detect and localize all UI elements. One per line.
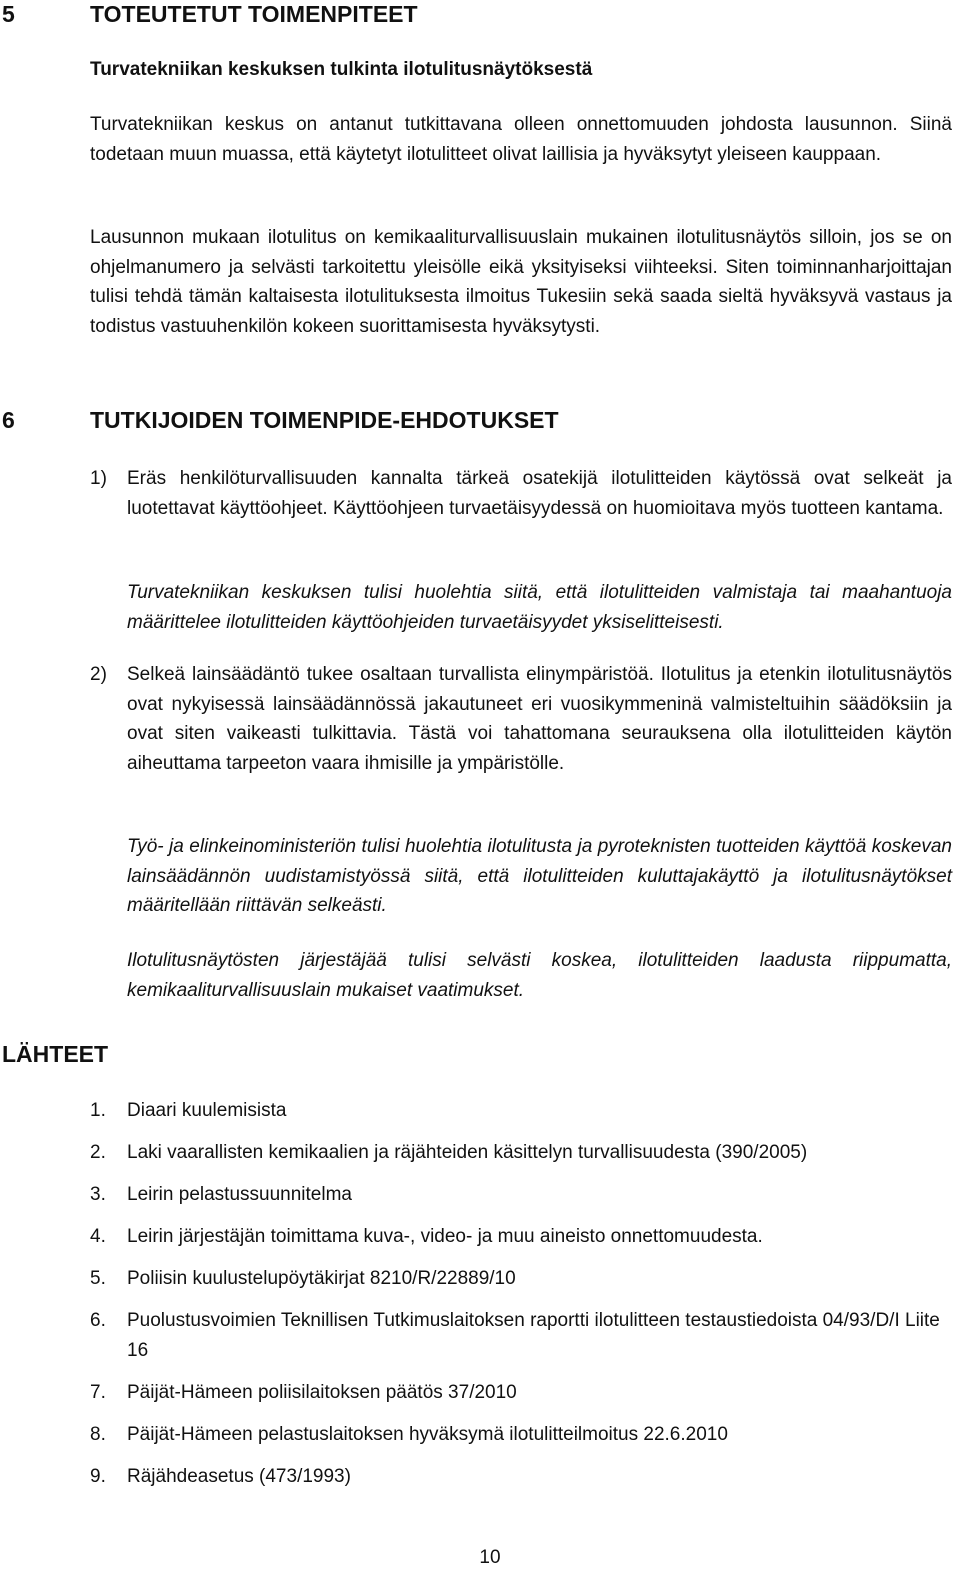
reference-text: Puolustusvoimien Teknillisen Tutkimuslaitoksen raportti ilotulitteen testaustiedoista 04/93/D/I Liite 16 — [127, 1310, 940, 1361]
section-5-number: 5 — [2, 1, 15, 27]
reference-text: Räjähdeasetus (473/1993) — [127, 1466, 351, 1487]
reference-number: 7. — [90, 1382, 106, 1403]
reference-text: Päijät-Hämeen poliisilaitoksen päätös 37/2010 — [127, 1382, 517, 1403]
item-2-marker: 2) — [90, 664, 107, 685]
item-2-recommendation-b: Ilotulitusnäytösten järjestäjää tulisi selvästi koskea, ilotulitteiden laadusta riippumatta, kemikaaliturvallisuuslain mukaiset vaatimukset. — [127, 950, 952, 1001]
reference-text: Laki vaarallisten kemikaalien ja räjähteiden käsittelyn turvallisuudesta (390/2005) — [127, 1142, 808, 1163]
reference-number: 3. — [90, 1184, 106, 1205]
references-title: LÄHTEET — [2, 1041, 109, 1067]
section-6-number: 6 — [2, 407, 15, 433]
section-5-title: TOTEUTETUT TOIMENPITEET — [90, 1, 418, 27]
section-5-paragraph-1: Turvatekniikan keskus on antanut tutkittavana olleen onnettomuuden johdosta lausunnon. Siinä todetaan muun muassa, että käytetyt ilotulitteet olivat laillisia ja hyväksytyt yleiseen kauppaan. — [90, 114, 952, 165]
item-1-marker: 1) — [90, 468, 107, 489]
reference-text: Leirin pelastussuunnitelma — [127, 1184, 352, 1205]
reference-number: 8. — [90, 1424, 106, 1445]
reference-number: 6. — [90, 1310, 106, 1331]
reference-text: Poliisin kuulustelupöytäkirjat 8210/R/22889/10 — [127, 1268, 516, 1289]
item-1-text: Eräs henkilöturvallisuuden kannalta tärkeä osatekijä ilotulitteiden käytössä ovat selkeät ja luotettavat käyttöohjeet. Käyttöohjeen turvaetäisyydessä on huomioitava myös tuotteen kantama. — [127, 468, 952, 519]
reference-text: Päijät-Hämeen pelastuslaitoksen hyväksymä ilotulitteilmoitus 22.6.2010 — [127, 1424, 728, 1445]
item-2-recommendation-a: Työ- ja elinkeinoministeriön tulisi huolehtia ilotulitusta ja pyroteknisten tuotteiden käyttöä koskevan lainsäädännön uudistamistyössä siitä, että ilotulitteiden kuluttajakäyttö ja ilotulitusnäytökset määritellään riittävän selkeästi. — [127, 836, 952, 916]
reference-text: Leirin järjestäjän toimittama kuva-, video- ja muu aineisto onnettomuudesta. — [127, 1226, 763, 1247]
reference-number: 5. — [90, 1268, 106, 1289]
reference-number: 9. — [90, 1466, 106, 1487]
reference-number: 4. — [90, 1226, 106, 1247]
section-5-paragraph-2: Lausunnon mukaan ilotulitus on kemikaaliturvallisuuslain mukainen ilotulitusnäytös silloin, jos se on ohjelmanumero ja selvästi tarkoitettu yleisölle eikä yksityiseksi viihteeksi. Siten toiminnanharjoittajan tulisi tehdä tämän kaltaisesta ilotulituksesta ilmoitus Tukesiin sekä saada sieltä hyväksyvä vastaus ja todistus vastuuhenkilön kokeen suorittamisesta hyväksytysti. — [90, 227, 952, 337]
reference-text: Diaari kuulemisista — [127, 1100, 287, 1121]
item-2-text: Selkeä lainsäädäntö tukee osaltaan turvallista elinympäristöä. Ilotulitus ja etenkin ilotulitusnäytös ovat nykyisessä lainsäädännössä jakautuneet eri vuosikymmeninä valmisteltuihin säädöksiin ja ovat siten vaikeasti tulkittavia. Tästä voi tahattomana seurauksena olla ilotulitteiden käytön aiheuttama tarpeeton vaara ihmisille ja ympäristölle. — [127, 664, 952, 774]
reference-number: 1. — [90, 1100, 106, 1121]
reference-number: 2. — [90, 1142, 106, 1163]
page-number: 10 — [479, 1547, 501, 1568]
section-6-title: TUTKIJOIDEN TOIMENPIDE-EHDOTUKSET — [90, 407, 559, 433]
section-5-subheading: Turvatekniikan keskuksen tulkinta ilotulitusnäytöksestä — [90, 59, 593, 80]
item-1-recommendation: Turvatekniikan keskuksen tulisi huolehtia siitä, että ilotulitteiden valmistaja tai maahantuoja määrittelee ilotulitteiden käyttöohjeiden turvaetäisyydet yksiselitteisesti. — [127, 582, 952, 633]
